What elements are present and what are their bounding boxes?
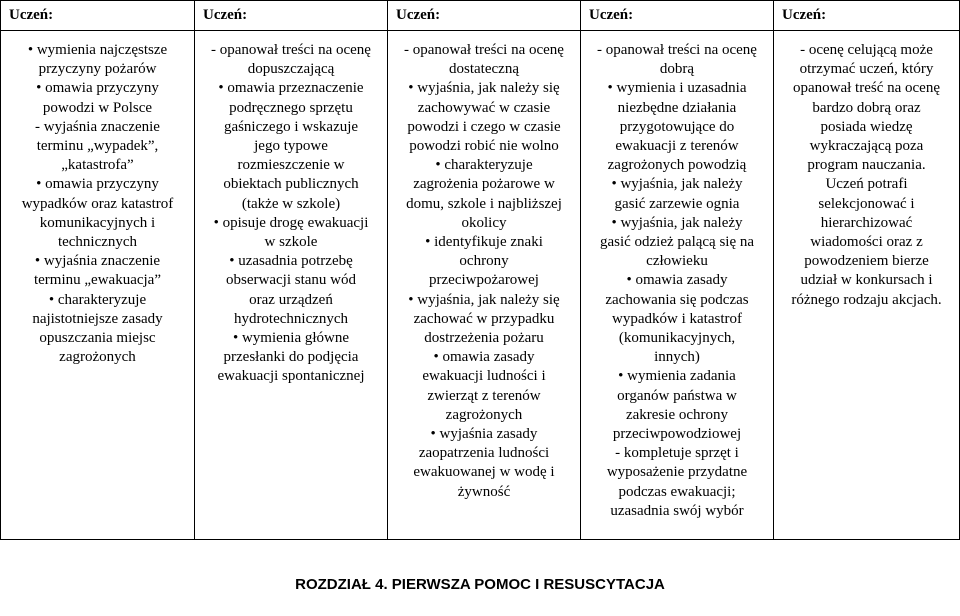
requirement-line: wypadków i katastrof [612,310,742,327]
requirement-line: ochrony [459,253,509,270]
requirement-line: gasić zarzewie ognia [614,195,740,212]
requirement-line: organów państwa w [617,387,737,404]
requirement-line: podręcznego sprzętu [229,99,353,116]
requirement-line: wypadków oraz katastrof [21,195,174,212]
column-header: Uczeń: [396,7,441,23]
requirement-line: • wyjaśnia, jak należy [611,176,743,193]
requirement-line: dopuszczającą [247,61,335,78]
requirement-line: ewakuacji spontanicznej [217,368,365,385]
table-border [0,30,960,31]
column-requirements-5 [774,41,959,310]
requirement-line: • uzasadnia potrzebę [229,253,353,270]
requirement-line: • identyfikuje znaki [425,234,543,251]
requirement-line: zagrożonych [445,406,523,423]
requirement-line: przeciwpożarowej [429,272,539,289]
requirement-line: • wyjaśnia znaczenie [34,253,161,270]
requirement-line: - wyjaśnia znaczenie [35,118,160,135]
requirement-line: zachowania się podczas [605,291,749,308]
column-header: Uczeń: [782,7,827,23]
requirement-line: - opanował treści na ocenę [211,42,371,58]
requirement-line: • wymienia zadania [618,368,736,385]
requirement-line: człowieku [646,253,708,270]
requirement-line: podczas ewakuacji; [618,483,736,500]
requirement-line: • wyjaśnia, jak należy się [408,291,560,308]
requirement-line: w szkole [264,234,318,251]
requirement-line: • charakteryzuje [435,157,533,174]
requirement-line: domu, szkole i najbliższej [406,195,562,212]
requirement-line: zakresie ochrony [625,406,729,423]
column-requirements-4 [581,41,773,521]
column-header: Uczeń: [589,7,634,23]
requirement-line: okolicy [461,214,507,231]
requirement-line: wykraczającą poza [809,138,924,155]
requirement-line: obiektach publicznych [223,176,359,193]
requirement-line: zaopatrzenia ludności [418,445,550,462]
requirement-line: dostrzeżenia pożaru [424,330,544,347]
requirement-line: ewakuacji z terenów [615,138,739,155]
requirement-line: - ocenę celującą może [800,42,933,58]
requirement-line: powodzi i czego w czasie [407,118,561,135]
column-header: Uczeń: [203,7,248,23]
requirement-line: wiadomości oraz z [810,234,923,251]
requirement-line: opuszczania miejsc [39,330,156,347]
requirement-line: ewakuowanej w wodę i [413,464,555,481]
column-requirements-2 [195,41,387,387]
requirement-line: przeciwpowodziowej [612,426,742,443]
requirement-line: bardzo dobrą oraz [812,99,921,116]
requirement-line: jego typowe [254,138,328,155]
column-requirements-1 [1,41,194,367]
chapter-title: ROZDZIAŁ 4. PIERWSZA POMOC I RESUSCYTACJA [295,576,665,593]
requirement-line: • omawia przyczyny [36,176,159,193]
requirement-line: zachowywać w czasie [417,99,551,116]
requirement-line: Uczeń potrafi [825,176,908,193]
requirement-line: przyczyny pożarów [38,61,157,78]
requirement-line: gasić odzież palącą się na [599,234,755,251]
requirement-line: dobrą [659,61,695,78]
requirement-line: • omawia przyczyny [36,80,159,97]
requirement-line: zagrożonych [59,349,136,366]
requirement-line: najistotniejsze zasady [32,310,163,327]
requirement-line: „katastrofa” [61,157,134,174]
requirement-line: dostateczną [449,61,519,78]
requirement-line: wyposażenie przydatne [606,464,748,481]
requirement-line: zachować w przypadku [413,310,555,327]
requirement-line: • omawia zasady [433,349,535,366]
requirement-line: opanował treść na ocenę [792,80,940,97]
requirement-line: uzasadnia swój wybór [610,502,744,519]
requirement-line: udział w konkursach i [800,272,933,289]
requirement-line: technicznych [57,234,138,251]
requirement-line: • wyjaśnia, jak należy [611,214,743,231]
requirement-line: - opanował treści na ocenę [597,42,757,58]
requirement-line: przesłanki do podjęcia [223,349,359,366]
requirement-line: powodzi w Polsce [42,99,153,116]
requirement-line: zagrożenia pożarowe w [413,176,555,193]
requirement-line: zwierząt z terenów [427,387,541,404]
requirement-line: • omawia zasady [626,272,728,289]
requirement-line: (komunikacyjnych, [618,330,736,347]
requirement-line: różnego rodzaju akcjach. [791,291,942,308]
requirement-line: - opanował treści na ocenę [404,42,564,58]
requirement-line: selekcjonować i [818,195,915,212]
requirement-line: innych) [654,349,700,366]
requirement-line: niezbędne działania [617,99,737,116]
requirement-line: • wymienia najczęstsze [27,42,168,58]
requirement-line: rozmieszczenie w [237,157,345,174]
requirement-line: przygotowujące do [619,118,735,135]
requirement-line: terminu „ewakuacja” [33,272,161,289]
requirement-line: • wyjaśnia, jak należy się [408,80,560,97]
requirement-line: powodzeniem bierze [804,253,929,270]
requirement-line: • omawia przeznaczenie [218,80,364,97]
requirement-line: terminu „wypadek”, [36,138,159,155]
requirement-line: • opisuje drogę ewakuacji [213,214,369,231]
requirement-line: - kompletuje sprzęt i [615,445,739,462]
requirement-line: • wymienia i uzasadnia [607,80,747,97]
requirement-line: program nauczania. [807,157,926,174]
requirement-line: (także w szkole) [241,195,341,212]
column-header: Uczeń: [9,7,54,23]
requirement-line: otrzymać uczeń, który [799,61,934,78]
requirement-line: oraz urządzeń [249,291,333,308]
requirement-line: obserwacji stanu wód [226,272,356,289]
requirement-line: • wyjaśnia zasady [430,426,538,443]
requirement-line: komunikacyjnych i [39,214,156,231]
column-requirements-3 [388,41,580,502]
table-border [0,539,960,540]
requirement-line: hierarchizować [820,214,913,231]
requirement-line: gaśniczego i wskazuje [223,118,359,135]
requirement-line: posiada wiedzę [820,118,913,135]
requirement-line: powodzi robić nie wolno [409,138,559,155]
requirement-line: żywność [457,483,511,500]
requirement-line: hydrotechnicznych [233,310,349,327]
requirement-line: zagrożonych powodzią [607,157,747,174]
requirement-line: • charakteryzuje [48,291,147,308]
requirement-line: ewakuacji ludności i [422,368,546,385]
requirement-line: • wymienia główne [232,330,350,347]
